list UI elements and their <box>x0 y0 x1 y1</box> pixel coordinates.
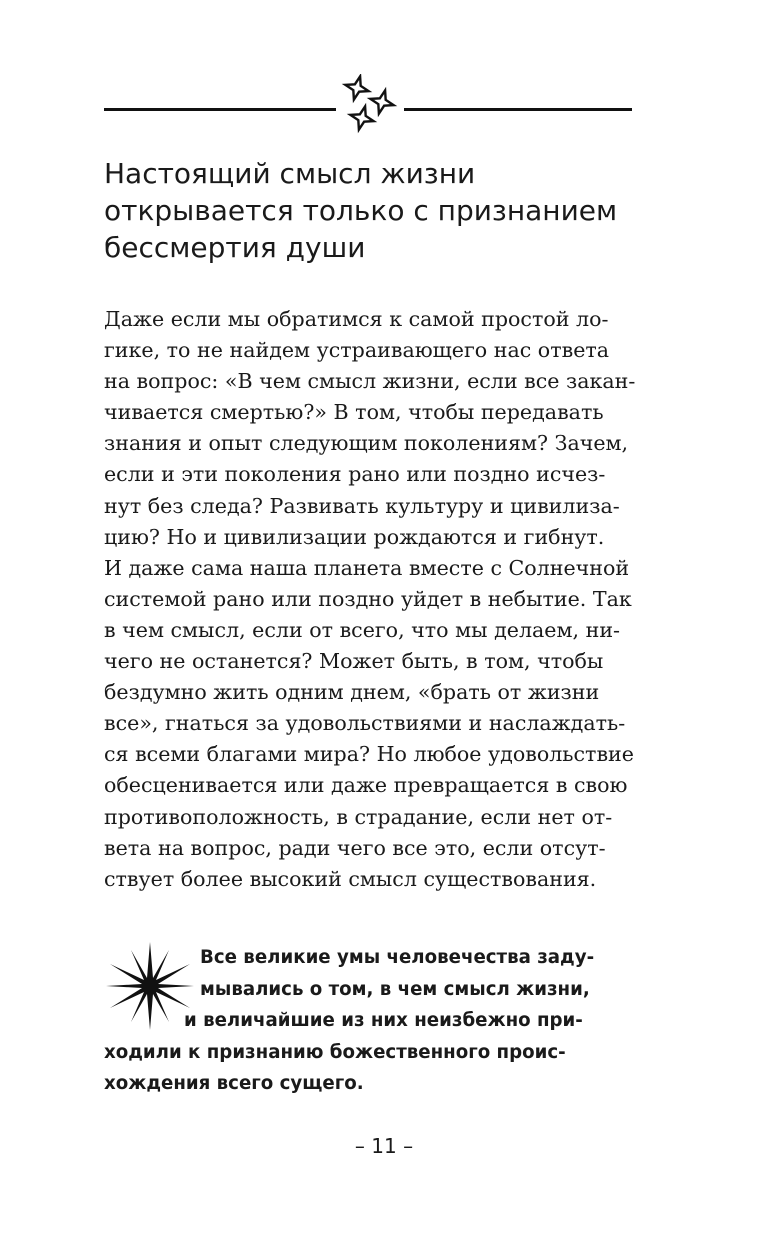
body-line: все», гнаться за удовольствиями и наслаждать- <box>104 711 626 736</box>
body-line: нут без следа? Развивать культуру и цивилиза- <box>104 493 620 518</box>
starburst-icon <box>104 940 196 1032</box>
body-line: если и эти поколения рано или поздно исчез- <box>104 462 606 487</box>
body-line: ся всеми благами мира? Но любое удовольствие <box>104 742 634 767</box>
body-line: системой рано или поздно уйдет в небытие. Так <box>104 586 632 611</box>
body-line: знания и опыт следующим поколениям? Зачем, <box>104 431 629 456</box>
section-heading <box>104 155 644 266</box>
quote-line: Все великие умы человечества заду- <box>200 947 595 968</box>
body-line: ствует более высокий смысл существования. <box>104 866 597 891</box>
body-line: противоположность, в страдание, если нет от- <box>104 804 613 829</box>
page-number: – 11 – <box>354 1134 414 1158</box>
heading-line: открывается только с признанием <box>104 194 618 227</box>
body-line: бездумно жить одним днем, «брать от жизни <box>104 680 600 705</box>
body-line: чивается смертью?» В том, чтобы передавать <box>104 400 604 425</box>
body-line: И даже сама наша планета вместе с Солнечной <box>104 555 630 580</box>
quote-line: мывались о том, в чем смысл жизни, <box>200 978 590 1000</box>
three-stars-icon <box>340 74 402 134</box>
header-ornament <box>104 70 632 134</box>
body-line: в чем смысл, если от всего, что мы делаем, ни- <box>104 617 621 642</box>
quote-line: и величайшие из них неизбежно при- <box>184 1010 583 1031</box>
heading-line: бессмертия души <box>104 231 366 264</box>
body-line: чего не останется? Может быть, в том, чтобы <box>104 649 604 674</box>
quote-line: ходили к признанию божественного проис- <box>104 1041 566 1063</box>
highlight-quote <box>104 942 640 1100</box>
ornament-rule-right <box>404 108 632 111</box>
heading-line: Настоящий смысл жизни <box>104 157 476 190</box>
body-paragraph <box>104 304 644 895</box>
ornament-rule-left <box>104 108 336 111</box>
body-line: гике, то не найдем устраивающего нас ответа <box>104 338 610 363</box>
quote-line: хождения всего сущего. <box>104 1073 364 1094</box>
body-line: на вопрос: «В чем смысл жизни, если все закан- <box>104 369 636 394</box>
body-line: обесценивается или даже превращается в свою <box>104 773 628 798</box>
body-line: Даже если мы обратимся к самой простой ло- <box>104 307 609 331</box>
body-line: вета на вопрос, ради чего все это, если отсут- <box>104 835 606 860</box>
body-line: цию? Но и цивилизации рождаются и гибнут. <box>104 524 605 549</box>
